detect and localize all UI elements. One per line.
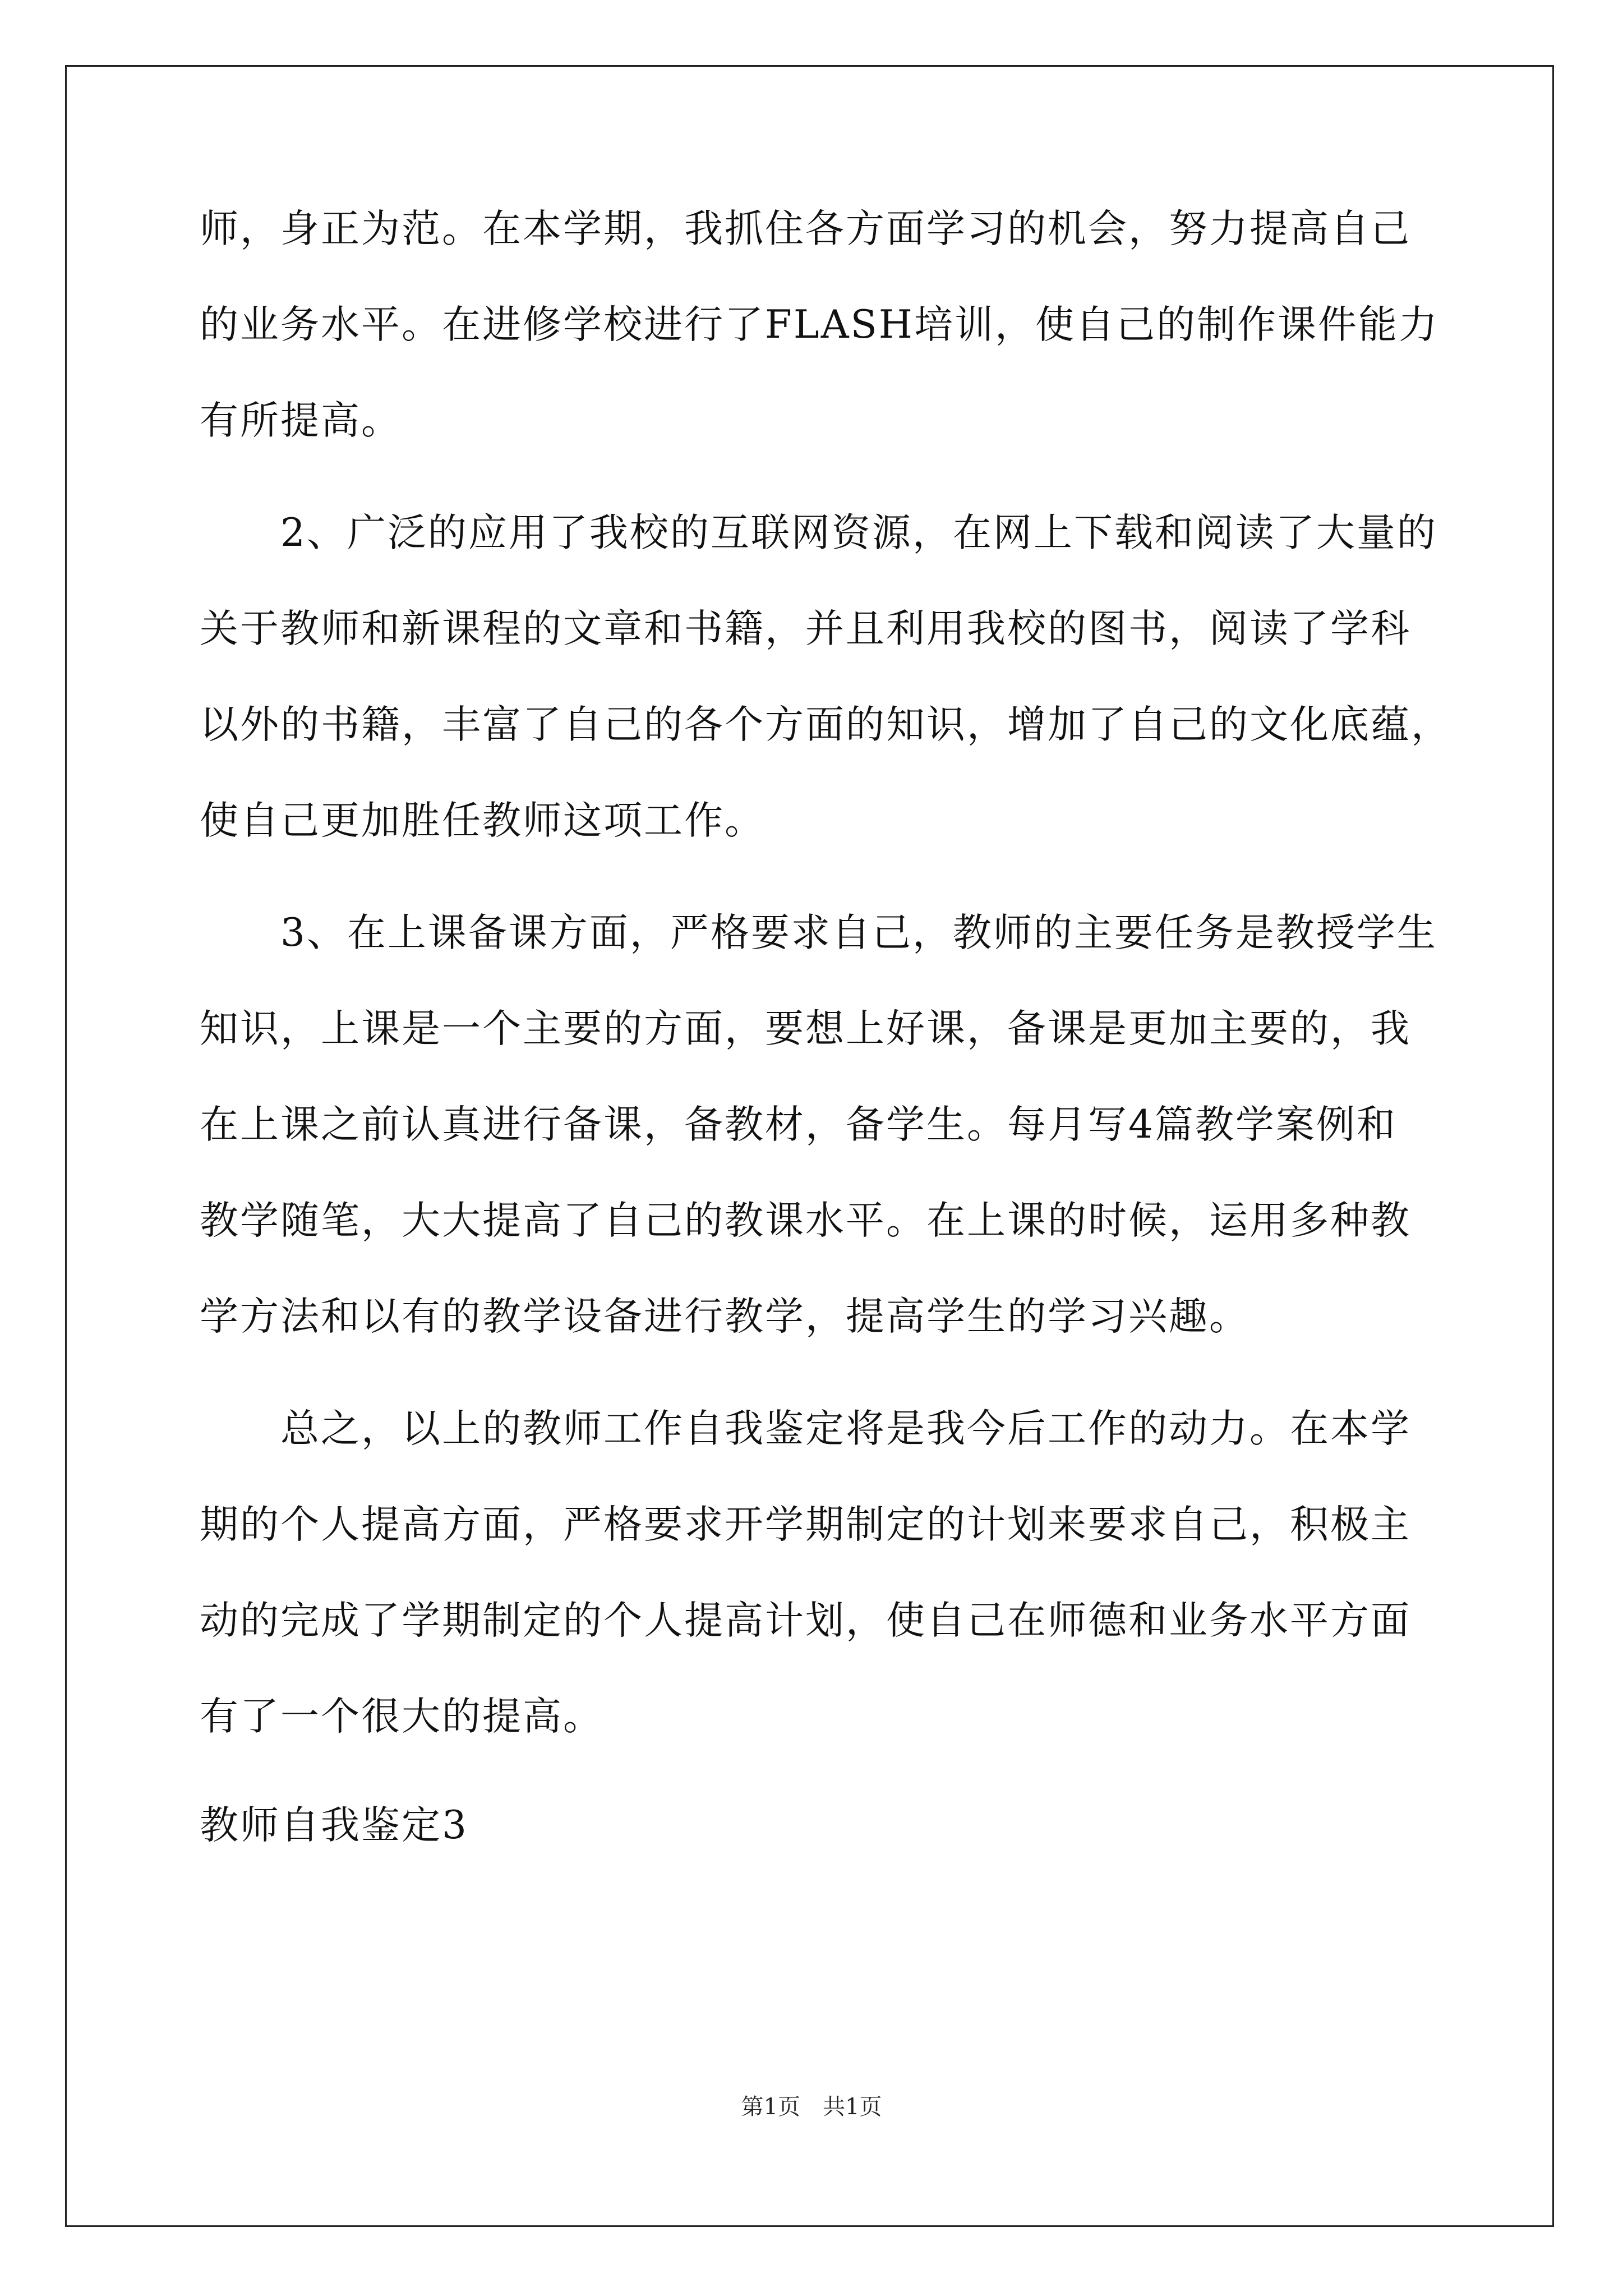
paragraph-line: 关于教师和新课程的文章和书籍，并且利用我校的图书，阅读了学科	[200, 606, 1411, 651]
paragraph-line: 有所提高。	[200, 398, 402, 443]
paragraph-line: 在上课之前认真进行备课，备教材，备学生。每月写4篇教学案例和	[200, 1102, 1397, 1147]
paragraph-line: 有了一个很大的提高。	[200, 1694, 603, 1739]
section-heading: 教师自我鉴定3	[200, 1803, 468, 1848]
paragraph-line: 以外的书籍，丰富了自己的各个方面的知识，增加了自己的文化底蕴，	[200, 702, 1451, 747]
paragraph-line: 动的完成了学期制定的个人提高计划，使自己在师德和业务水平方面	[200, 1598, 1411, 1643]
paragraph-line: 3、在上课备课方面，严格要求自己，教师的主要任务是教授学生	[200, 910, 1437, 955]
paragraph-line: 师，身正为范。在本学期，我抓住各方面学习的机会，努力提高自己	[200, 206, 1411, 251]
paragraph-line: 教学随笔，大大提高了自己的教课水平。在上课的时候，运用多种教	[200, 1198, 1411, 1243]
paragraph-line: 学方法和以有的教学设备进行教学，提高学生的学习兴趣。	[200, 1294, 1249, 1339]
page-footer: 第1页 共1页	[741, 2094, 882, 2120]
paragraph-line: 知识，上课是一个主要的方面，要想上好课，备课是更加主要的，我	[200, 1006, 1411, 1051]
paragraph-line: 2、广泛的应用了我校的互联网资源，在网上下载和阅读了大量的	[200, 510, 1437, 555]
paragraph-line: 期的个人提高方面，严格要求开学期制定的计划来要求自己，积极主	[200, 1502, 1411, 1547]
paragraph-line: 使自己更加胜任教师这项工作。	[200, 798, 765, 843]
paragraph-line: 的业务水平。在进修学校进行了FLASH培训，使自己的制作课件能力	[200, 302, 1439, 347]
paragraph-line: 总之，以上的教师工作自我鉴定将是我今后工作的动力。在本学	[200, 1406, 1411, 1451]
